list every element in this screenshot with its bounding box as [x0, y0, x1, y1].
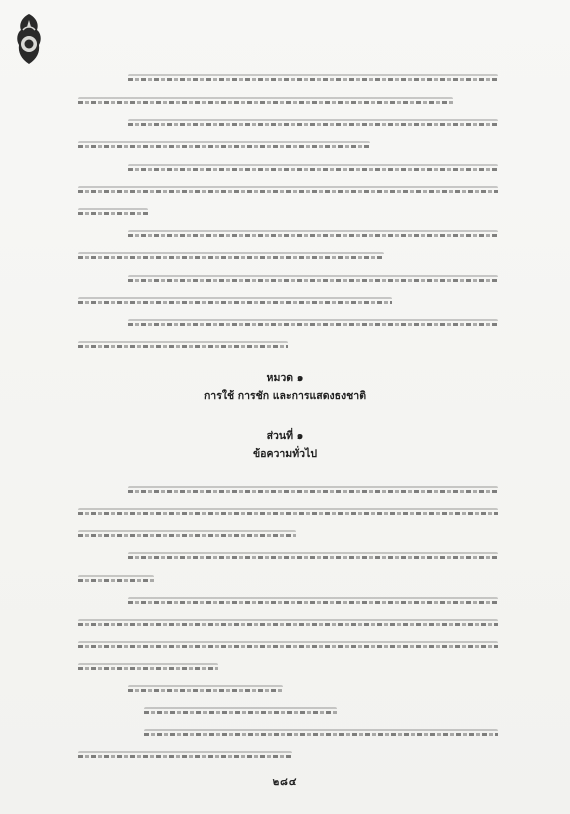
body-text-line — [128, 230, 498, 240]
body-text-line — [78, 619, 498, 629]
body-text-line — [78, 297, 392, 307]
body-text-line — [78, 341, 288, 351]
seal-logo-icon — [9, 10, 49, 68]
body-text-line — [128, 552, 498, 562]
body-text-line — [78, 508, 498, 518]
body-text-line — [128, 486, 498, 496]
part-heading: ส่วนที่ ๑ — [266, 430, 304, 442]
part-subtitle: ข้อความทั่วไป — [253, 448, 317, 460]
body-text-line — [78, 575, 154, 585]
body-text-line — [78, 252, 384, 262]
body-text-line — [78, 97, 453, 107]
body-text-line — [78, 751, 292, 761]
body-text-line — [78, 641, 498, 651]
body-text-line — [128, 685, 283, 695]
body-text-line — [78, 663, 218, 673]
body-text-line — [128, 164, 498, 174]
body-text-line — [128, 119, 498, 129]
body-text-line — [128, 597, 498, 607]
body-text-line — [78, 208, 148, 218]
body-text-line — [128, 275, 498, 285]
body-text-line — [78, 530, 296, 540]
section-subtitle: การใช้ การชัก และการแสดงธงชาติ — [203, 390, 367, 402]
body-text-line — [144, 729, 498, 739]
page-number: ๒๘๔ — [272, 777, 298, 788]
section-heading: หมวด ๑ — [266, 372, 304, 384]
body-text-line — [78, 141, 370, 151]
body-text-line — [78, 186, 498, 196]
body-text-line — [128, 74, 498, 84]
body-text-line — [128, 319, 498, 329]
body-text-line — [144, 707, 337, 717]
